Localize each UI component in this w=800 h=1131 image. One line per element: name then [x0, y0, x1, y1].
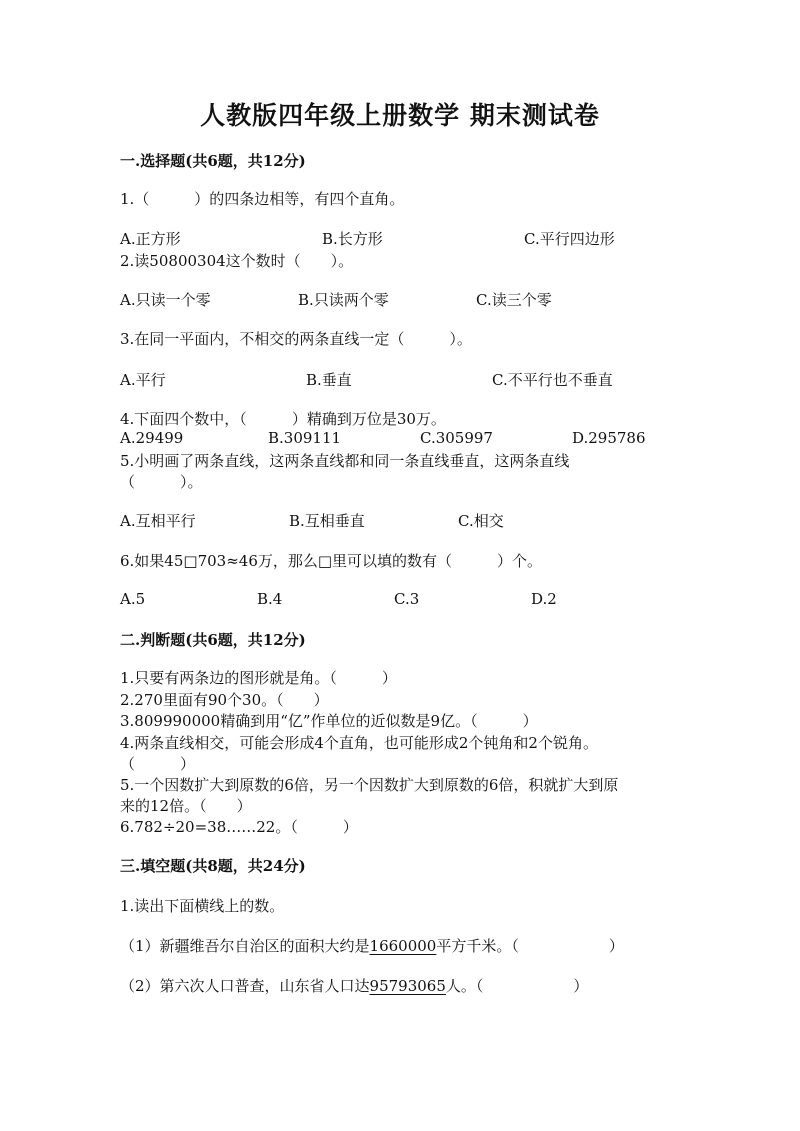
s1-q1-stem: 1.（ ）的四条边相等，有四个直角。	[120, 190, 405, 208]
s2-q5-line2: 来的12倍。（ ）	[120, 797, 252, 815]
s1-q6-option-d: D.2	[531, 590, 557, 608]
s3-sub1-underlined-number: 1660000	[369, 937, 437, 955]
s2-q5-line1: 5.一个因数扩大到原数的6倍，另一个因数扩大到原数的6倍，积就扩大到原	[120, 776, 619, 794]
s1-q3-option-c: C.不平行也不垂直	[492, 371, 613, 389]
s3-q1-sub1	[120, 935, 624, 956]
s2-q4-line2: （ ）	[120, 755, 196, 773]
section3-heading: 三.填空题(共8题，共24分)	[120, 857, 306, 875]
s3-q1-sub2	[120, 975, 588, 996]
s1-q1-option-c: C.平行四边形	[524, 230, 615, 248]
section2-heading: 二.判断题(共6题，共12分)	[120, 631, 306, 649]
section1-heading: 一.选择题(共6题，共12分)	[120, 152, 306, 170]
s1-q4-option-b: B.309111	[268, 429, 342, 447]
s2-q2: 2.270里面有90个30。（ ）	[120, 691, 329, 709]
page-title: 人教版四年级上册数学 期末测试卷	[200, 101, 600, 130]
s3-sub2-pre: （2）第六次人口普查，山东省人口达	[120, 977, 370, 995]
s3-sub2-post: 人。（ ）	[445, 977, 589, 995]
s1-q2-option-b: B.只读两个零	[298, 291, 389, 309]
s2-q4-line1: 4.两条直线相交，可能会形成4个直角，也可能形成2个钝角和2个锐角。	[120, 734, 598, 752]
s1-q5-option-a: A.互相平行	[120, 512, 196, 530]
s1-q1-option-a: A.正方形	[120, 230, 181, 248]
s1-q4-option-c: C.305997	[420, 429, 493, 447]
s1-q3-stem: 3.在同一平面内，不相交的两条直线一定（ ）。	[120, 330, 472, 348]
s1-q5-stem-line2: （ ）。	[120, 473, 203, 491]
s1-q3-option-b: B.垂直	[306, 371, 352, 389]
s1-q1-option-b: B.长方形	[322, 230, 383, 248]
s1-q6-option-a: A.5	[120, 590, 146, 608]
s1-q4-option-a: A.29499	[120, 429, 184, 447]
s1-q5-stem-line1: 5.小明画了两条直线，这两条直线都和同一条直线垂直，这两条直线	[120, 452, 570, 470]
s1-q6-stem: 6.如果45□703≈46万，那么□里可以填的数有（ ）个。	[120, 552, 543, 570]
s1-q4-option-d: D.295786	[572, 429, 646, 447]
s1-q4-stem: 4.下面四个数中，（ ）精确到万位是30万。	[120, 410, 446, 428]
s3-sub2-underlined-number: 95793065	[369, 977, 446, 995]
s1-q3-option-a: A.平行	[120, 371, 166, 389]
s3-sub1-pre: （1）新疆维吾尔自治区的面积大约是	[120, 937, 370, 955]
s1-q5-option-c: C.相交	[458, 512, 504, 530]
s1-q2-option-c: C.读三个零	[476, 291, 552, 309]
s2-q3: 3.809990000精确到用“亿”作单位的近似数是9亿。（ ）	[120, 712, 538, 730]
s1-q6-option-b: B.4	[257, 590, 283, 608]
s1-q2-stem: 2.读50800304这个数时（ ）。	[120, 252, 354, 270]
s1-q5-option-b: B.互相垂直	[289, 512, 365, 530]
s2-q6: 6.782÷20=38……22。（ ）	[120, 818, 358, 836]
s1-q2-option-a: A.只读一个零	[120, 291, 211, 309]
s3-q1: 1.读出下面横线上的数。	[120, 897, 285, 915]
s1-q6-option-c: C.3	[394, 590, 420, 608]
s3-sub1-post: 平方千米。（ ）	[436, 937, 624, 955]
s2-q1: 1.只要有两条边的图形就是角。（ ）	[120, 669, 397, 687]
